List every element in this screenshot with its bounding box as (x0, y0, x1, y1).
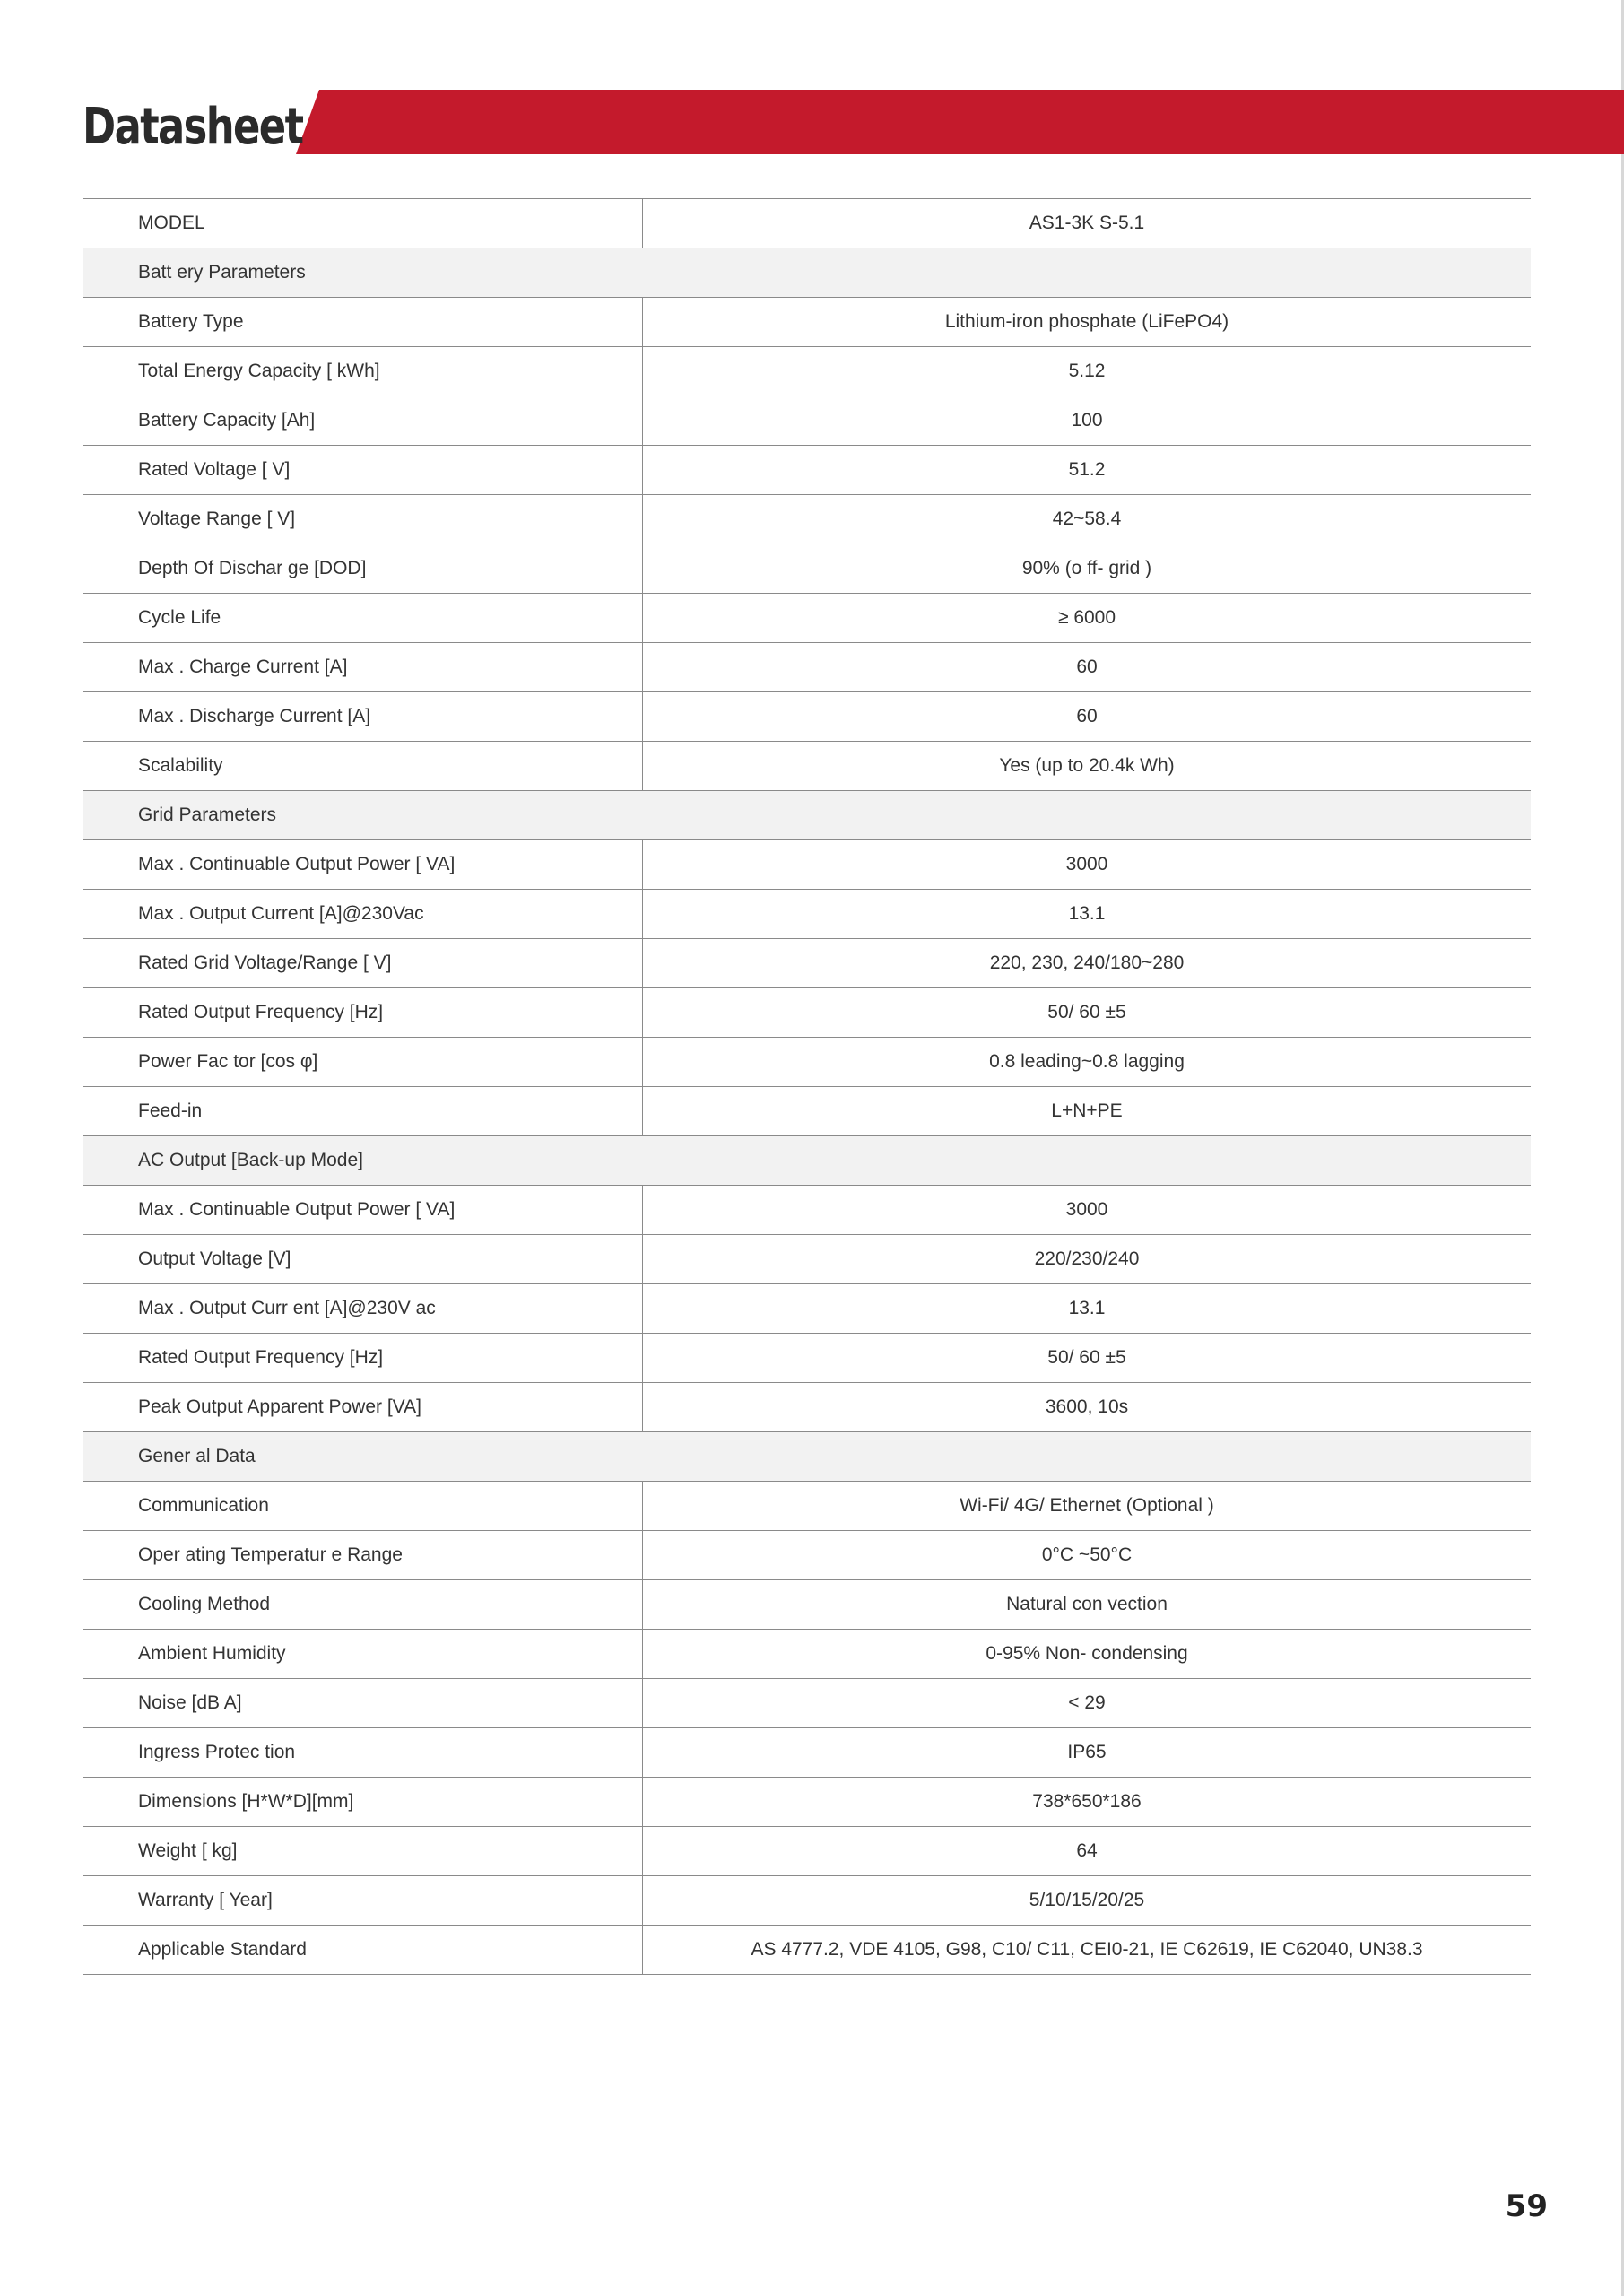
table-row (83, 1630, 1531, 1679)
section-header-row: Gener al Data (83, 1432, 1531, 1482)
table-row (83, 1284, 1531, 1334)
parameter-label: Communication (83, 1482, 643, 1530)
table-row (83, 840, 1531, 890)
table-row (83, 199, 1531, 248)
parameter-value: 50/ 60 ±5 (1047, 1002, 1126, 1022)
parameter-label: Max . Output Current [A]@230Vac (83, 890, 643, 938)
table-row (83, 1038, 1531, 1087)
parameter-value: 220/230/240 (1034, 1248, 1140, 1269)
parameter-value: AS1-3K S-5.1 (1029, 213, 1145, 233)
parameter-value: 42~58.4 (1052, 509, 1122, 529)
table-row (83, 1728, 1531, 1778)
parameter-label: Max . Discharge Current [A] (83, 692, 643, 741)
table-row (83, 692, 1531, 742)
parameter-value: 738*650*186 (1032, 1791, 1142, 1812)
parameter-value: 50/ 60 ±5 (1047, 1347, 1126, 1368)
parameter-label: Rated Grid Voltage/Range [ V] (83, 939, 643, 987)
table-row (83, 1087, 1531, 1136)
table-row (83, 495, 1531, 544)
parameter-label: Oper ating Temperatur e Range (83, 1531, 643, 1579)
parameter-value: 60 (1076, 657, 1098, 677)
parameter-label: Rated Output Frequency [Hz] (83, 1334, 643, 1382)
parameter-value: 5.12 (1068, 361, 1106, 381)
table-row (83, 1926, 1531, 1975)
table-row (83, 446, 1531, 495)
parameter-label: Battery Type (83, 298, 643, 346)
table-row (83, 1778, 1531, 1827)
parameter-value: AS 4777.2, VDE 4105, G98, C10/ C11, CEI0-21, IE C62619, IE C62040, UN38.3 (751, 1939, 1423, 1960)
table-row (83, 347, 1531, 396)
parameter-label: Voltage Range [ V] (83, 495, 643, 544)
table-row (83, 298, 1531, 347)
parameter-value: 3000 (1065, 854, 1108, 874)
parameter-value: 0.8 leading~0.8 lagging (989, 1051, 1185, 1072)
parameter-label: Max . Continuable Output Power [ VA] (83, 1186, 643, 1234)
page-title: Datasheet (83, 98, 303, 156)
parameter-value: 64 (1076, 1840, 1098, 1861)
parameter-value: 13.1 (1068, 1298, 1106, 1318)
parameter-label: Max . Output Curr ent [A]@230V ac (83, 1284, 643, 1333)
table-row (83, 1383, 1531, 1432)
parameter-value: L+N+PE (1051, 1100, 1123, 1121)
table-row (83, 396, 1531, 446)
section-header-row: Batt ery Parameters (83, 248, 1531, 298)
parameter-label: Cooling Method (83, 1580, 643, 1629)
header-accent-band (296, 90, 1624, 154)
page-number: 59 (1505, 2188, 1548, 2224)
table-row (83, 594, 1531, 643)
parameter-label: Peak Output Apparent Power [VA] (83, 1383, 643, 1431)
parameter-label: Dimensions [H*W*D][mm] (83, 1778, 643, 1826)
parameter-label: Applicable Standard (83, 1926, 643, 1974)
table-row (83, 1679, 1531, 1728)
table-row (83, 988, 1531, 1038)
table-row (83, 1827, 1531, 1876)
parameter-value: 51.2 (1068, 459, 1106, 480)
section-header-row: Grid Parameters (83, 791, 1531, 840)
parameter-label: Ingress Protec tion (83, 1728, 643, 1777)
table-row (83, 742, 1531, 791)
parameter-value: 3600, 10s (1045, 1396, 1129, 1417)
parameter-value: 13.1 (1068, 903, 1106, 924)
section-header-row: AC Output [Back-up Mode] (83, 1136, 1531, 1186)
table-row (83, 1482, 1531, 1531)
parameter-value: IP65 (1067, 1742, 1107, 1762)
parameter-label: Power Fac tor [cos φ] (83, 1038, 643, 1086)
parameter-value: 5/10/15/20/25 (1029, 1890, 1145, 1910)
parameter-label: Rated Output Frequency [Hz] (83, 988, 643, 1037)
parameter-value: 0°C ~50°C (1041, 1544, 1133, 1565)
parameter-label: Warranty [ Year] (83, 1876, 643, 1925)
parameter-label: Rated Voltage [ V] (83, 446, 643, 494)
parameter-label: Battery Capacity [Ah] (83, 396, 643, 445)
parameter-value: 90% (o ff- grid ) (1021, 558, 1152, 578)
parameter-value: Lithium-iron phosphate (LiFePO4) (944, 311, 1229, 332)
parameter-value: Natural con vection (1006, 1594, 1168, 1614)
parameter-label: Total Energy Capacity [ kWh] (83, 347, 643, 396)
table-row (83, 939, 1531, 988)
parameter-label: Cycle Life (83, 594, 643, 642)
table-row (83, 1531, 1531, 1580)
parameter-value: 100 (1071, 410, 1103, 430)
parameter-label: Ambient Humidity (83, 1630, 643, 1678)
parameter-value: 3000 (1065, 1199, 1108, 1220)
table-row (83, 1186, 1531, 1235)
table-row (83, 544, 1531, 594)
parameter-label: Max . Continuable Output Power [ VA] (83, 840, 643, 889)
parameter-value: 60 (1076, 706, 1098, 726)
parameter-value: Wi-Fi/ 4G/ Ethernet (Optional ) (960, 1495, 1214, 1516)
parameter-value: 220, 230, 240/180~280 (989, 952, 1185, 973)
table-row (83, 1334, 1531, 1383)
parameter-label: Scalability (83, 742, 643, 790)
parameter-label: Max . Charge Current [A] (83, 643, 643, 691)
parameter-value: < 29 (1068, 1692, 1106, 1713)
table-row (83, 1876, 1531, 1926)
parameter-value: ≥ 6000 (1057, 607, 1116, 628)
parameter-label: Feed-in (83, 1087, 643, 1135)
parameter-label: MODEL (83, 199, 643, 248)
table-row (83, 1235, 1531, 1284)
parameter-label: Weight [ kg] (83, 1827, 643, 1875)
datasheet-table (83, 198, 1531, 1975)
parameter-value: Yes (up to 20.4k Wh) (999, 755, 1175, 776)
parameter-label: Output Voltage [V] (83, 1235, 643, 1283)
parameter-label: Noise [dB A] (83, 1679, 643, 1727)
table-row (83, 890, 1531, 939)
table-row (83, 643, 1531, 692)
table-row (83, 1580, 1531, 1630)
parameter-value: 0-95% Non- condensing (986, 1643, 1188, 1664)
parameter-label: Depth Of Dischar ge [DOD] (83, 544, 643, 593)
